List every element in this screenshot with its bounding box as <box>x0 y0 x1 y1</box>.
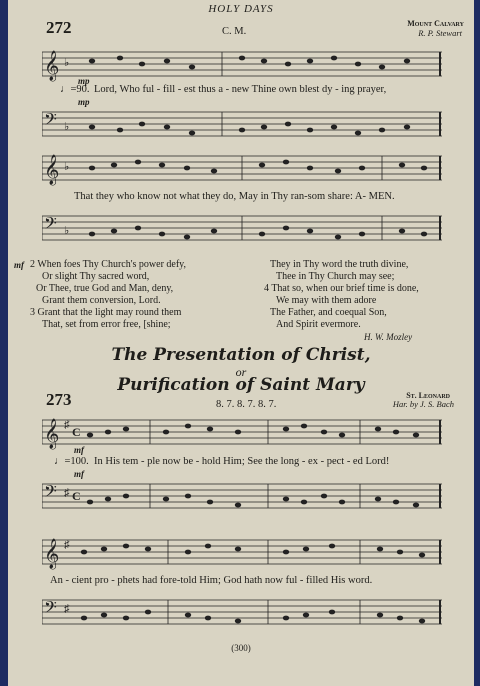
hymn-272-dynamic-bass: mp <box>78 97 90 107</box>
verse-line: And Spirit evermore. <box>276 319 361 330</box>
verse-line: 4 That so, when our brief time is done, <box>264 283 419 294</box>
hymn-number-272: 272 <box>46 18 72 37</box>
svg-text:♯: ♯ <box>64 419 70 431</box>
verse-line: 2 When foes Thy Church's power defy, <box>30 259 187 270</box>
verse-line: They in Thy word the truth divine, <box>270 259 409 270</box>
hymn-272-lyric-line-1: Lord, Who ful - fill - est thus a - new Thine own blest dy - ing prayer, <box>94 84 387 95</box>
verse-line: Thee in Thy Church may see; <box>276 271 395 282</box>
hymn-273-bass-staff-2 <box>42 594 442 634</box>
running-header: HOLY DAYS <box>208 3 274 15</box>
hymnal-page <box>8 0 474 686</box>
hymn-number-273: 273 <box>46 390 72 409</box>
svg-text:𝄢: 𝄢 <box>44 599 57 621</box>
hymn-272-lyric-line-2: That they who know not what they do, May in Thy ran-som share: A- MEN. <box>74 191 395 202</box>
page-number: (300) <box>231 643 251 653</box>
svg-text:C: C <box>72 489 81 503</box>
hymn-272-verses-left <box>30 259 186 331</box>
section-title-line-1: The Presentation of Christ, <box>111 345 371 365</box>
hymn-273-dynamic-bass: mf <box>74 469 84 479</box>
svg-text:𝄢: 𝄢 <box>44 111 57 133</box>
hymn-273-lyric-line-1: In His tem - ple now be - hold Him; See the long - ex - pect - ed Lord! <box>94 456 390 467</box>
hymn-273-meter: 8. 7. 8. 7. 8. 7. <box>216 399 277 410</box>
svg-text:𝄢: 𝄢 <box>44 483 57 505</box>
section-title-line-2: Purification of Saint Mary <box>117 375 365 395</box>
hymn-272-tempo: ♩=90. <box>60 84 90 95</box>
svg-text:𝄢: 𝄢 <box>44 215 57 237</box>
verse-line: 3 Grant that the light may round them <box>30 307 182 318</box>
verse-line: We may with them adore <box>276 295 377 306</box>
svg-text:♭: ♭ <box>64 225 70 237</box>
hymn-273-bass-staff-1 <box>42 478 442 518</box>
hymn-272-dynamic-top: mp <box>78 76 90 86</box>
hymn-272-verses-right <box>264 259 419 331</box>
svg-text:♭: ♭ <box>64 161 70 173</box>
section-title-or: or <box>235 365 247 379</box>
hymn-273-arranger: Har. by J. S. Bach <box>392 399 454 409</box>
hymn-273-treble-staff-2 <box>42 534 442 574</box>
hymn-272-treble-staff-1 <box>42 46 442 86</box>
verse-line: Or slight Thy sacred word, <box>42 271 150 282</box>
hymn-272-author: H. W. Mozley <box>364 332 413 342</box>
svg-text:𝄞: 𝄞 <box>44 155 60 184</box>
verse-line: Grant them conversion, Lord. <box>42 295 161 306</box>
verse-line: Or Thee, true God and Man, deny, <box>36 283 174 294</box>
hymn-273-lyric-line-2: An - cient pro - phets had fore-told Him; God hath now ful - filled His word. <box>50 575 373 586</box>
verse-line: The Father, and coequal Son, <box>270 307 387 318</box>
hymn-272-tune-name: Mount Calvary <box>407 19 464 28</box>
svg-text:𝄞: 𝄞 <box>44 51 60 80</box>
hymn-272-treble-staff-2 <box>42 150 442 190</box>
svg-text:♯: ♯ <box>64 539 70 551</box>
svg-text:♭: ♭ <box>64 121 70 133</box>
hymn-273-treble-staff-1 <box>42 414 442 454</box>
hymn-273-tempo: ♩=100. <box>54 456 89 467</box>
verse-line: That, set from error free, [shine; <box>42 319 171 330</box>
svg-text:C: C <box>72 425 81 439</box>
svg-text:♭: ♭ <box>64 57 70 69</box>
svg-text:𝄞: 𝄞 <box>44 539 60 568</box>
hymn-272-verse-dynamic: mf <box>14 260 24 270</box>
svg-text:♯: ♯ <box>64 603 70 615</box>
hymn-272-bass-staff-2 <box>42 210 442 250</box>
hymn-272-composer: R. P. Stewart <box>418 28 462 38</box>
svg-text:♯: ♯ <box>64 487 70 499</box>
hymn-273-dynamic-top: mf <box>74 445 84 455</box>
hymn-273-tune-name: St. Leonard <box>406 391 450 400</box>
hymn-272-bass-staff-1 <box>42 106 442 146</box>
svg-text:𝄞: 𝄞 <box>44 419 60 448</box>
hymn-272-meter: C. M. <box>222 26 247 37</box>
